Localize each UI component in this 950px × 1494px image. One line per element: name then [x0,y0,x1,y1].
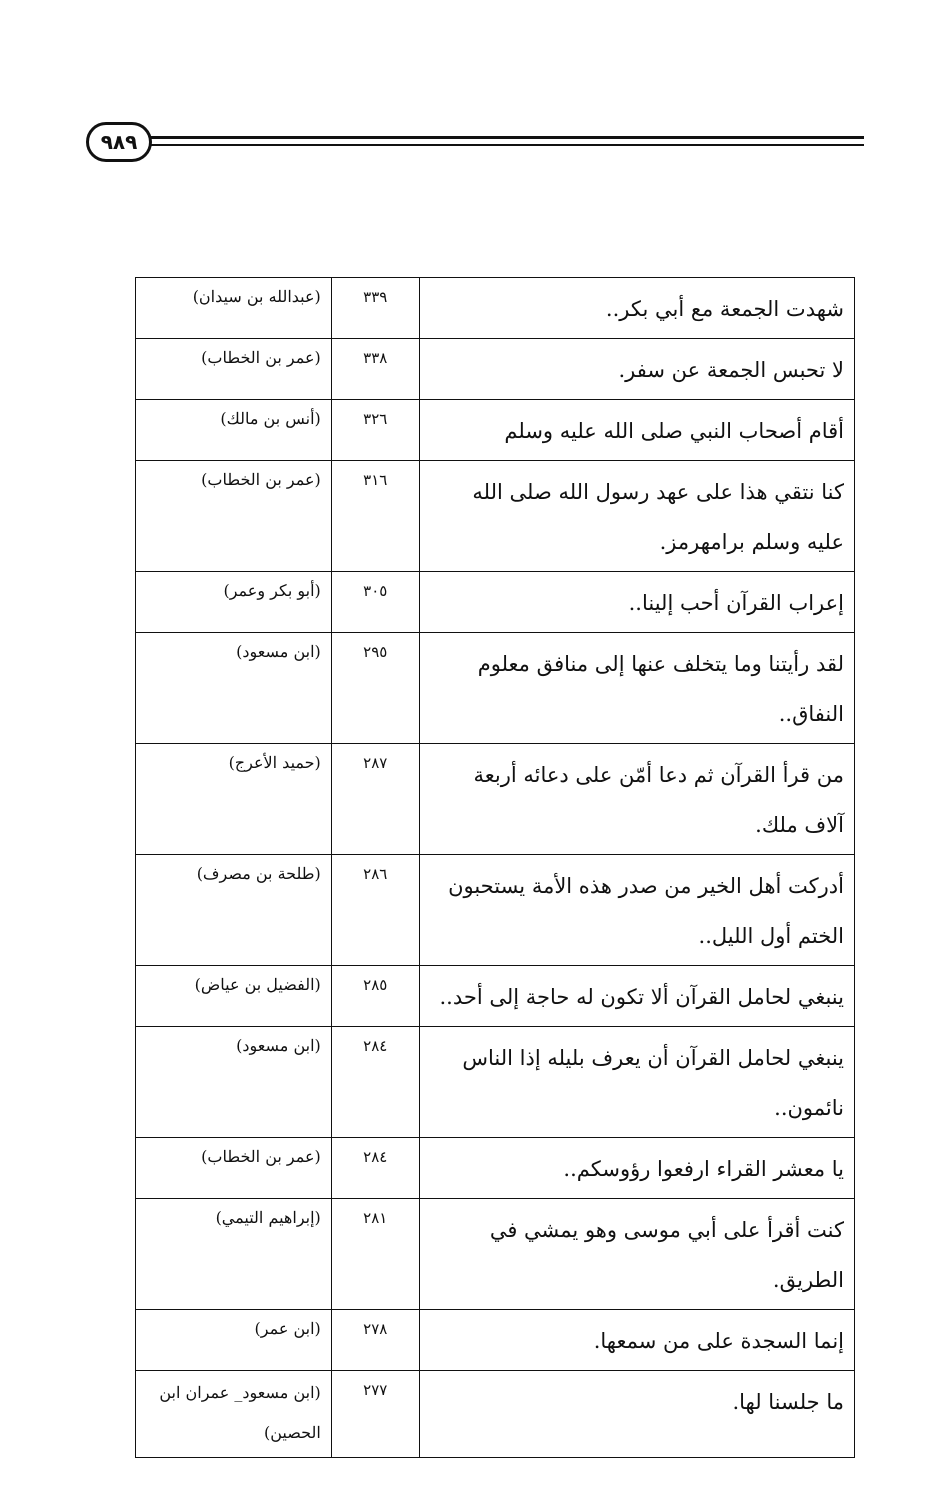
table-row [136,1310,855,1371]
narrator-cell: (عمر بن الخطاب) [136,461,332,572]
phrase-cell: ينبغي لحامل القرآن أن يعرف بليله إذا الناس نائمون.. [419,1027,854,1138]
page-cell: ٢٨٤ [331,1138,419,1199]
phrase-cell: يا معشر القراء ارفعوا رؤوسكم.. [419,1138,854,1199]
phrase-cell: ما جلسنا لها. [419,1371,854,1458]
table-row [136,633,855,744]
phrase-cell: أدركت أهل الخير من صدر هذه الأمة يستحبون الختم أول الليل.. [419,855,854,966]
narrator-cell: (ابن مسعود_ عمران ابن الحصين) [136,1371,332,1458]
table-row [136,1199,855,1310]
narrator-cell: (أبو بكر وعمر) [136,572,332,633]
narrator-cell: (عمر بن الخطاب) [136,339,332,400]
phrase-cell: أقام أصحاب النبي صلى الله عليه وسلم [419,400,854,461]
page-cell: ٣٣٨ [331,339,419,400]
phrase-cell: إعراب القرآن أحب إلينا.. [419,572,854,633]
page-cell: ٢٨٦ [331,855,419,966]
narrator-cell: (عمر بن الخطاب) [136,1138,332,1199]
narrator-cell: (إبراهيم التيمي) [136,1199,332,1310]
table-row [136,855,855,966]
page-cell: ٣٢٦ [331,400,419,461]
table-row [136,400,855,461]
table-row [136,278,855,339]
table-row [136,1138,855,1199]
table-row [136,1027,855,1138]
narrator-cell: (ابن عمر) [136,1310,332,1371]
table-row [136,572,855,633]
phrase-cell: لا تحبس الجمعة عن سفر. [419,339,854,400]
table-row [136,1371,855,1458]
table-row [136,461,855,572]
page-cell: ٢٨٧ [331,744,419,855]
page-cell: ٢٩٥ [331,633,419,744]
narrator-cell: (ابن مسعود) [136,633,332,744]
page-cell: ٢٧٧ [331,1371,419,1458]
phrase-cell: إنما السجدة على من سمعها. [419,1310,854,1371]
narrator-cell: (عبدالله بن سيدان) [136,278,332,339]
narrator-cell: (ابن مسعود) [136,1027,332,1138]
phrase-cell: من قرأ القرآن ثم دعا أمّن على دعائه أربعة آلاف ملك. [419,744,854,855]
phrase-cell: ينبغي لحامل القرآن ألا تكون له حاجة إلى أحد.. [419,966,854,1027]
table-row [136,966,855,1027]
phrase-cell: شهدت الجمعة مع أبي بكر.. [419,278,854,339]
page-header [86,122,864,166]
athar-index-table [135,277,855,1458]
phrase-cell: كنت أقرأ على أبي موسى وهو يمشي في الطريق. [419,1199,854,1310]
page-cell: ٢٨٤ [331,1027,419,1138]
narrator-cell: (حميد الأعرج) [136,744,332,855]
page-cell: ٣١٦ [331,461,419,572]
page-cell: ٢٨٥ [331,966,419,1027]
phrase-cell: لقد رأيتنا وما يتخلف عنها إلى منافق معلوم النفاق.. [419,633,854,744]
narrator-cell: (أنس بن مالك) [136,400,332,461]
narrator-cell: (طلحة بن مصرف) [136,855,332,966]
table-row [136,339,855,400]
narrator-cell: (الفضيل بن عياض) [136,966,332,1027]
phrase-cell: كنا نتقي هذا على عهد رسول الله صلى الله عليه وسلم برامهرمز. [419,461,854,572]
page-cell: ٣٠٥ [331,572,419,633]
page-cell: ٢٧٨ [331,1310,419,1371]
header-double-rule [146,136,864,146]
page-cell: ٢٨١ [331,1199,419,1310]
table-row [136,744,855,855]
page-cell: ٣٣٩ [331,278,419,339]
page-number-badge: ٩٨٩ [86,122,152,162]
